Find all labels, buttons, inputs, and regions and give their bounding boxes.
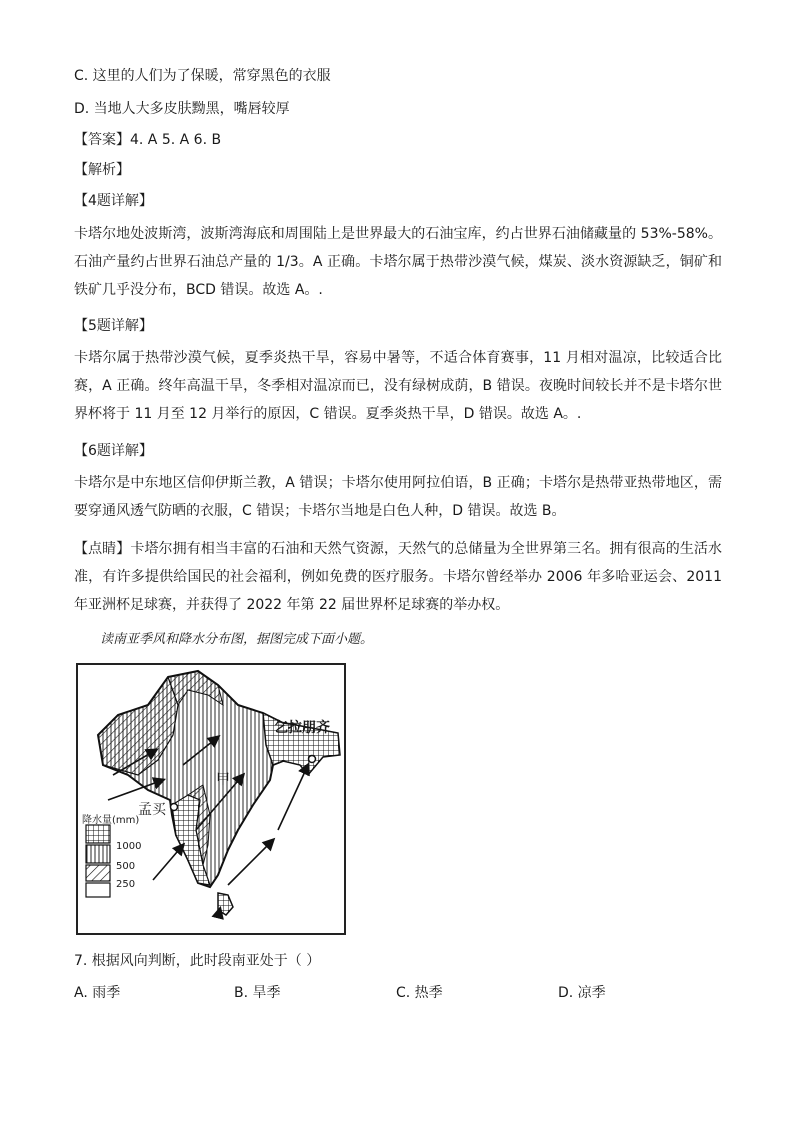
legend-value-500: 500 — [116, 861, 136, 872]
legend-swatch-1000 — [86, 825, 110, 843]
tip-paragraph: 【点睛】卡塔尔拥有相当丰富的石油和天然气资源，天然气的总储量为全世界第三名。拥有很高的生活水准，有许多提供给国民的社会福利，例如免费的医疗服务。卡塔尔曾经举办 2006 年多哈亚运会、2011 年亚洲杯足球赛，并获得了 2022 年第 22 届世界杯足球赛的举办权。 — [74, 541, 722, 613]
q5-explanation: 卡塔尔属于热带沙漠气候，夏季炎热干旱，容易中暑等，不适合体育赛事，11 月相对温凉，比较适合比赛，A 正确。终年高温干旱，冬季相对温凉而已，没有绿树成荫，B 错误。夜晚时间较长并不是卡塔尔世界杯将于 11 月至 12 月举行的原因，C 错误。夏季炎热干旱，D 错误。故选 A。. — [74, 350, 722, 422]
map-drawing — [78, 665, 344, 933]
q7-option-b: B. 旱季 — [234, 985, 281, 1001]
q5-heading: 【5题详解】 — [74, 318, 153, 334]
label-jia: 甲 — [216, 772, 230, 788]
q6-explanation: 卡塔尔是中东地区信仰伊斯兰教，A 错误；卡塔尔使用阿拉伯语，B 正确；卡塔尔是热带亚热带地区，需要穿通风透气防晒的衣服，C 错误；卡塔尔当地是白色人种，D 错误。故选 B。 — [74, 475, 722, 519]
option-c-text: C. 这里的人们为了保暖，常穿黑色的衣服 — [74, 68, 331, 84]
legend-title: 降水量(mm) — [82, 815, 140, 826]
question-7-stem: 7. 根据风向判断，此时段南亚处于（ ） — [74, 953, 321, 969]
south-asia-monsoon-map — [76, 663, 346, 935]
wind-arrow — [153, 845, 183, 880]
q7-option-a: A. 雨季 — [74, 985, 121, 1001]
q4-heading: 【4题详解】 — [74, 193, 153, 209]
label-cherrapunji: 乞拉朋齐 — [274, 720, 330, 736]
label-mumbai: 孟买 — [138, 802, 166, 818]
legend-swatch-250 — [86, 865, 110, 881]
option-d-text: D. 当地人大多皮肤黝黑，嘴唇较厚 — [74, 101, 290, 117]
analysis-heading: 【解析】 — [74, 162, 130, 178]
figure-caption: 读南亚季风和降水分布图，据图完成下面小题。 — [100, 632, 374, 647]
wind-arrow — [278, 765, 308, 830]
answer-line: 【答案】4. A 5. A 6. B — [74, 132, 222, 148]
legend-value-250: 250 — [116, 879, 136, 890]
sri-lanka — [218, 893, 233, 915]
wind-arrow — [228, 840, 273, 885]
q7-option-c: C. 热季 — [396, 985, 443, 1001]
legend-value-1000: 1000 — [116, 841, 142, 852]
q4-explanation: 卡塔尔地处波斯湾，波斯湾海底和周围陆上是世界最大的石油宝库，约占世界石油储藏量的 53%-58%。石油产量约占世界石油总产量的 1/3。A 正确。卡塔尔属于热带沙漠气候，煤炭、淡水资源缺乏，铜矿和铁矿几乎没分布，BCD 错误。故选 A。. — [74, 226, 722, 298]
q7-option-d: D. 凉季 — [558, 985, 606, 1001]
cherrapunji-marker — [309, 756, 316, 763]
mumbai-marker — [171, 804, 178, 811]
legend-swatch-500 — [86, 845, 110, 863]
q6-heading: 【6题详解】 — [74, 443, 153, 459]
legend-swatch-low — [86, 883, 110, 897]
